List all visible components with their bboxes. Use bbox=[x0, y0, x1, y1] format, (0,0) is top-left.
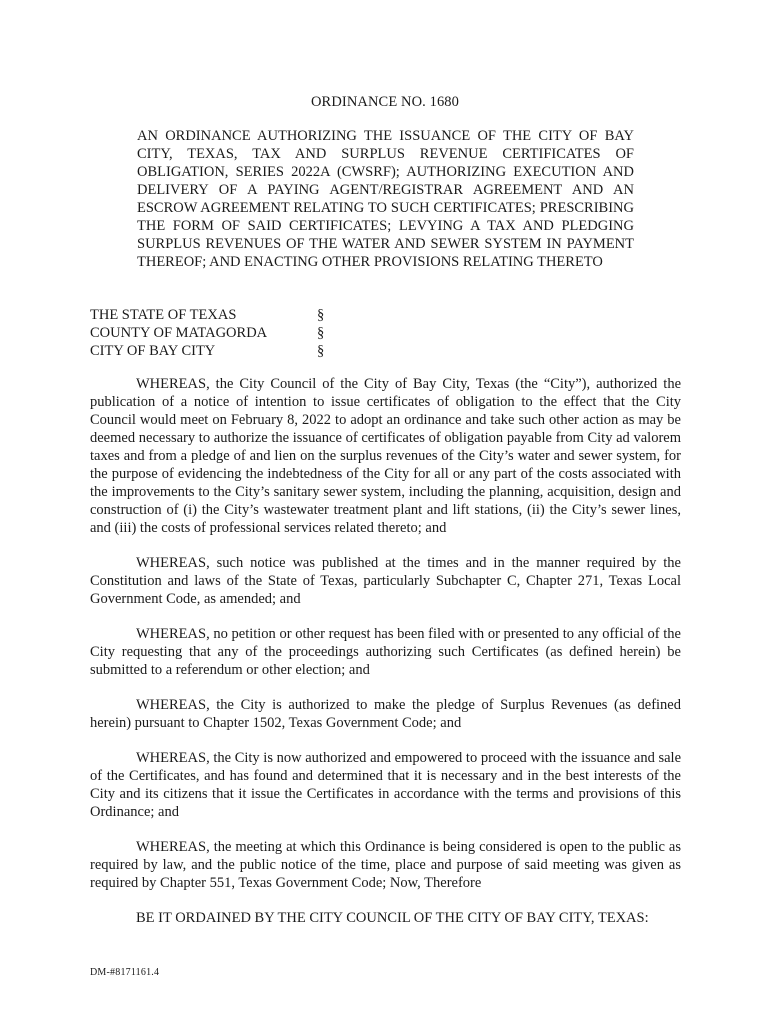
recital-paragraph: WHEREAS, the City Council of the City of Bay City, Texas (the “City”), authorized the publication of a notice of intention to issue certificates of obligation to the effect that the City Council would meet on February 8, 2022 to adopt an ordinance and take such other action as may be deemed necessary to authorize the issuance of certificates of obligation payable from City ad valorem taxes and from a pledge of and lien on the surplus revenues of the City’s water and sewer system, for the purpose of evidencing the indebtedness of the City for all or any part of the costs associated with the improvements to the City’s sanitary sewer system, including the planning, acquisition, design and construction of (i) the City’s wastewater treatment plant and lift stations, (ii) the City’s sewer lines, and (iii) the costs of professional services related thereto; and bbox=[90, 376, 681, 536]
recital-paragraph: WHEREAS, such notice was published at the times and in the manner required by the Constitution and laws of the State of Texas, particularly Subchapter C, Chapter 271, Texas Local Government Code, as amended; and bbox=[90, 555, 681, 607]
document-id-footer: DM-#8171161.4 bbox=[90, 967, 160, 978]
recital-paragraph: WHEREAS, no petition or other request has been filed with or presented to any official of the City requesting that any of the proceedings authorizing such Certificates (as defined herein) be submitted to a referendum or other election; and bbox=[90, 626, 681, 678]
recitals-body bbox=[90, 375, 681, 927]
jurisdiction-name: CITY OF BAY CITY bbox=[90, 343, 216, 359]
section-mark: § bbox=[317, 307, 325, 323]
jurisdiction-name: COUNTY OF MATAGORDA bbox=[90, 325, 268, 341]
ordinance-title: ORDINANCE NO. 1680 bbox=[310, 94, 459, 110]
section-mark: § bbox=[317, 343, 325, 359]
jurisdiction-row bbox=[90, 306, 350, 324]
jurisdiction-name: THE STATE OF TEXAS bbox=[90, 307, 237, 323]
jurisdiction-row bbox=[90, 324, 350, 342]
recital-paragraph: WHEREAS, the meeting at which this Ordinance is being considered is open to the public as required by law, and the public notice of the time, place and purpose of said meeting was given as required by Chapter 551, Texas Government Code; Now, Therefore bbox=[90, 839, 681, 891]
jurisdiction-row bbox=[90, 342, 350, 360]
recital-paragraph: WHEREAS, the City is authorized to make the pledge of Surplus Revenues (as defined herein) pursuant to Chapter 1502, Texas Government Code; and bbox=[90, 697, 681, 731]
jurisdiction-block bbox=[90, 306, 350, 360]
recital-paragraph: WHEREAS, the City is now authorized and empowered to proceed with the issuance and sale of the Certificates, and has found and determined that it is necessary and in the best interests of the City and its citizens that it issue the Certificates in accordance with the terms and provisions of this Ordinance; and bbox=[90, 750, 681, 820]
enacting-clause: BE IT ORDAINED BY THE CITY COUNCIL OF THE CITY OF BAY CITY, TEXAS: bbox=[136, 910, 649, 926]
ordinance-caption: AN ORDINANCE AUTHORIZING THE ISSUANCE OF THE CITY OF BAY CITY, TEXAS, TAX AND SURPLUS REVENUE CERTIFICATES OF OBLIGATION, SERIES 2022A (CWSRF); AUTHORIZING EXECUTION AND DELIVERY OF A PAYING AGENT/REGISTRAR AGREEMENT AND AN ESCROW AGREEMENT RELATING TO SUCH CERTIFICATES; PRESCRIBING THE FORM OF SAID CERTIFICATES; LEVYING A TAX AND PLEDGING SURPLUS REVENUES OF THE WATER AND SEWER SYSTEM IN PAYMENT THEREOF; AND ENACTING OTHER PROVISIONS RELATING THERETO bbox=[137, 128, 634, 270]
section-mark: § bbox=[317, 325, 325, 341]
